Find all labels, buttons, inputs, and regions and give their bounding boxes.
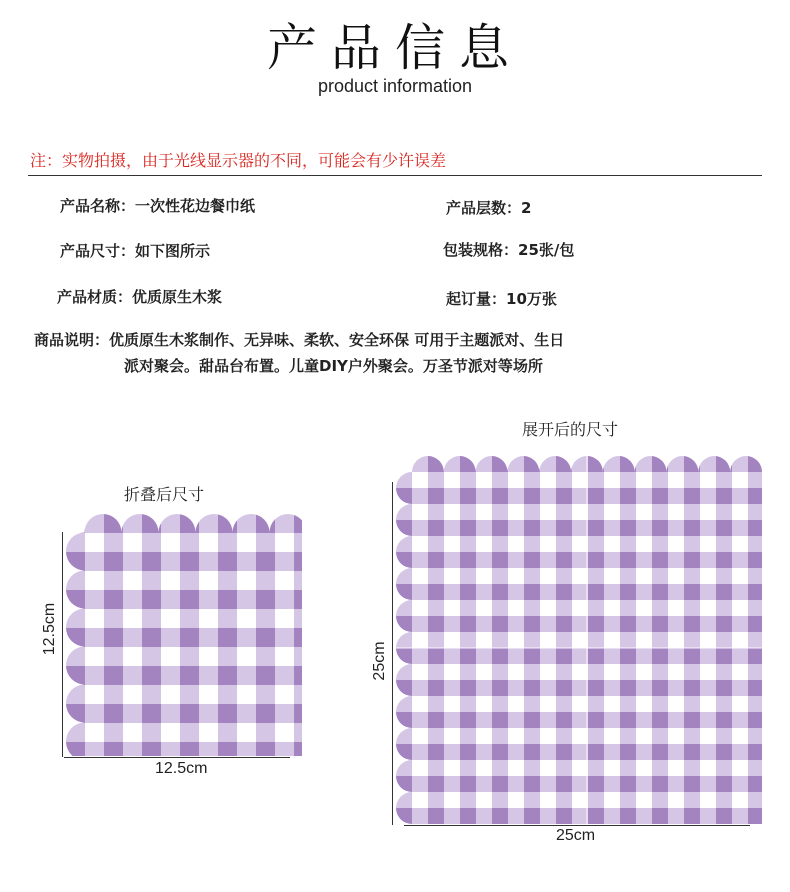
unfolded-width-label: 25cm: [556, 827, 596, 844]
spec-label: 产品材质：: [57, 288, 133, 306]
unfolded-height-label: 25cm: [371, 641, 388, 681]
disclaimer-notice: 注：实物拍摄，由于光线显示器的不同，可能会有少许误差: [30, 151, 447, 170]
unfolded-napkin-image: [396, 456, 762, 824]
spec-value: 一次性花边餐巾纸: [135, 197, 256, 215]
unfolded-height-line: [392, 482, 393, 825]
spec-label: 包装规格：: [443, 241, 519, 259]
folded-width-line: [64, 757, 290, 758]
spec-product-name: [60, 195, 255, 216]
spec-value: 如下图所示: [135, 242, 211, 260]
folded-width-label: 12.5cm: [155, 760, 208, 777]
product-description: [34, 327, 674, 379]
unfolded-size-caption: 展开后的尺寸: [522, 420, 619, 439]
page-subtitle: product information: [317, 76, 473, 96]
spec-packing: [443, 239, 574, 260]
divider: [28, 175, 762, 176]
spec-material: [57, 286, 222, 307]
spec-label: 产品名称：: [60, 197, 136, 215]
spec-size: [60, 240, 210, 261]
folded-height-label: 12.5cm: [41, 602, 58, 656]
spec-label: 起订量：: [446, 290, 507, 308]
page-title: 产品信息: [267, 19, 523, 77]
spec-value: 10万张: [506, 290, 557, 308]
spec-layers: [446, 197, 531, 218]
folded-napkin-image: [66, 514, 302, 756]
folded-height-line: [62, 532, 63, 757]
spec-value: 优质原生木浆: [132, 288, 223, 306]
spec-value: 25张/包: [518, 241, 575, 259]
unfolded-width-line: [404, 825, 750, 826]
spec-label: 产品尺寸：: [60, 242, 136, 260]
folded-size-caption: 折叠后尺寸: [124, 485, 205, 504]
spec-label: 产品层数：: [446, 199, 522, 217]
spec-moq: [446, 288, 557, 309]
description-label: 商品说明：: [34, 331, 110, 349]
spec-value: 2: [521, 199, 532, 217]
description-line-2: 派对聚会。甜品台布置。儿童DIY户外聚会。万圣节派对等场所: [124, 357, 543, 375]
description-line-1: 优质原生木浆制作、无异味、柔软、安全环保 可用于主题派对、生日: [109, 331, 565, 349]
